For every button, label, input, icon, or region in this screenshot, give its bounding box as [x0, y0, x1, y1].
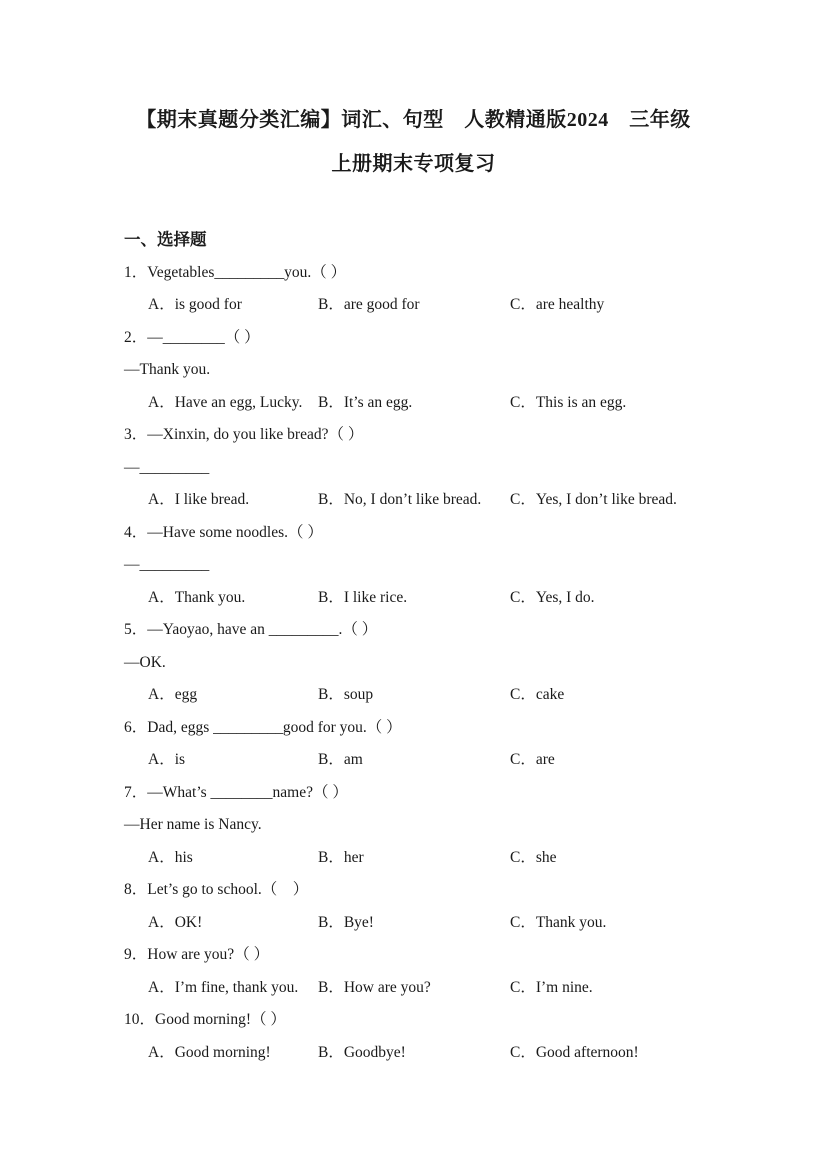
question-2-option-b: B．It’s an egg. [318, 393, 413, 411]
question-8 [124, 874, 710, 939]
question-1-stem: 1．Vegetables_________you.（ ） [124, 263, 347, 281]
question-7-option-c: C．she [510, 848, 557, 866]
question-3-stem: 3．—Xinxin, do you like bread?（ ） [124, 426, 364, 443]
question-5-options [124, 679, 710, 712]
question-7-option-a: A．his [148, 848, 193, 866]
question-10-option-a: A．Good morning! [148, 1043, 271, 1061]
question-8-stem: 8．Let’s go to school.（ ） [124, 881, 309, 898]
question-5-option-b: B．soup [318, 686, 374, 703]
question-8-options [124, 907, 710, 940]
question-2-reply: —Thank you. [124, 361, 211, 378]
question-9-option-b: B．How are you? [318, 978, 431, 996]
question-6-option-c: C．are [510, 751, 555, 768]
question-6-option-b: B．am [318, 751, 363, 768]
question-10 [124, 1004, 710, 1069]
question-3-options [124, 484, 710, 517]
title-line-2: 上册期末专项复习 [331, 153, 496, 175]
question-6-stem: 6．Dad, eggs _________good for you.（ ） [124, 718, 402, 736]
question-7 [124, 777, 710, 875]
question-10-option-b: B．Goodbye! [318, 1043, 406, 1061]
question-1-options [124, 289, 710, 322]
question-8-option-b: B．Bye! [318, 913, 374, 931]
question-9-options [124, 972, 710, 1005]
question-7-option-b: B．her [318, 848, 364, 866]
question-3-option-b: B．No, I don’t like bread. [318, 491, 482, 508]
question-2-options [124, 387, 710, 420]
question-1-option-a: A．is good for [148, 296, 242, 313]
question-1 [124, 257, 710, 322]
question-3-option-c: C．Yes, I don’t like bread. [510, 491, 677, 508]
question-4 [124, 517, 710, 615]
question-5 [124, 614, 710, 712]
question-5-option-a: A．egg [148, 686, 198, 703]
question-4-option-c: C．Yes, I do. [510, 588, 595, 606]
question-10-stem: 10．Good morning!（ ） [124, 1011, 286, 1028]
question-4-option-a: A．Thank you. [148, 588, 246, 606]
question-7-stem: 7．—What’s ________name?（ ） [124, 783, 348, 801]
question-6-options [124, 744, 710, 777]
question-9-stem: 9．How are you?（ ） [124, 946, 270, 963]
question-10-option-c: C．Good afternoon! [510, 1043, 639, 1061]
question-7-reply: —Her name is Nancy. [124, 816, 262, 833]
question-3-option-a: A．I like bread. [148, 491, 250, 508]
question-5-stem: 5．—Yaoyao, have an _________.（ ） [124, 621, 378, 638]
question-4-option-b: B．I like rice. [318, 588, 408, 606]
title-line-1: 【期末真题分类汇编】词汇、句型 人教精通版2024 三年级 [136, 109, 691, 131]
question-9-option-a: A．I’m fine, thank you. [148, 978, 299, 996]
question-1-option-c: C．are healthy [510, 296, 605, 313]
question-9-option-c: C．I’m nine. [510, 978, 593, 996]
question-2-option-a: A．Have an egg, Lucky. [148, 393, 303, 411]
question-2 [124, 322, 710, 420]
question-2-stem: 2．—________（ ） [124, 328, 260, 346]
question-8-option-c: C．Thank you. [510, 913, 607, 931]
document-title [0, 98, 827, 186]
question-1-option-b: B．are good for [318, 296, 420, 313]
question-3 [124, 419, 710, 517]
question-4-options [124, 582, 710, 615]
question-6-option-a: A．is [148, 751, 186, 768]
section-heading: 一、选择题 [124, 230, 207, 249]
question-10-options [124, 1037, 710, 1070]
question-3-reply: —_________ [124, 458, 210, 476]
document-body [124, 224, 710, 1069]
question-9 [124, 939, 710, 1004]
question-8-option-a: A．OK! [148, 913, 203, 931]
question-2-option-c: C．This is an egg. [510, 393, 627, 411]
question-4-stem: 4．—Have some noodles.（ ） [124, 523, 323, 541]
question-5-option-c: C．cake [510, 686, 565, 703]
question-5-reply: —OK. [124, 653, 166, 671]
question-4-reply: —_________ [124, 556, 210, 573]
question-7-options [124, 842, 710, 875]
question-6 [124, 712, 710, 777]
